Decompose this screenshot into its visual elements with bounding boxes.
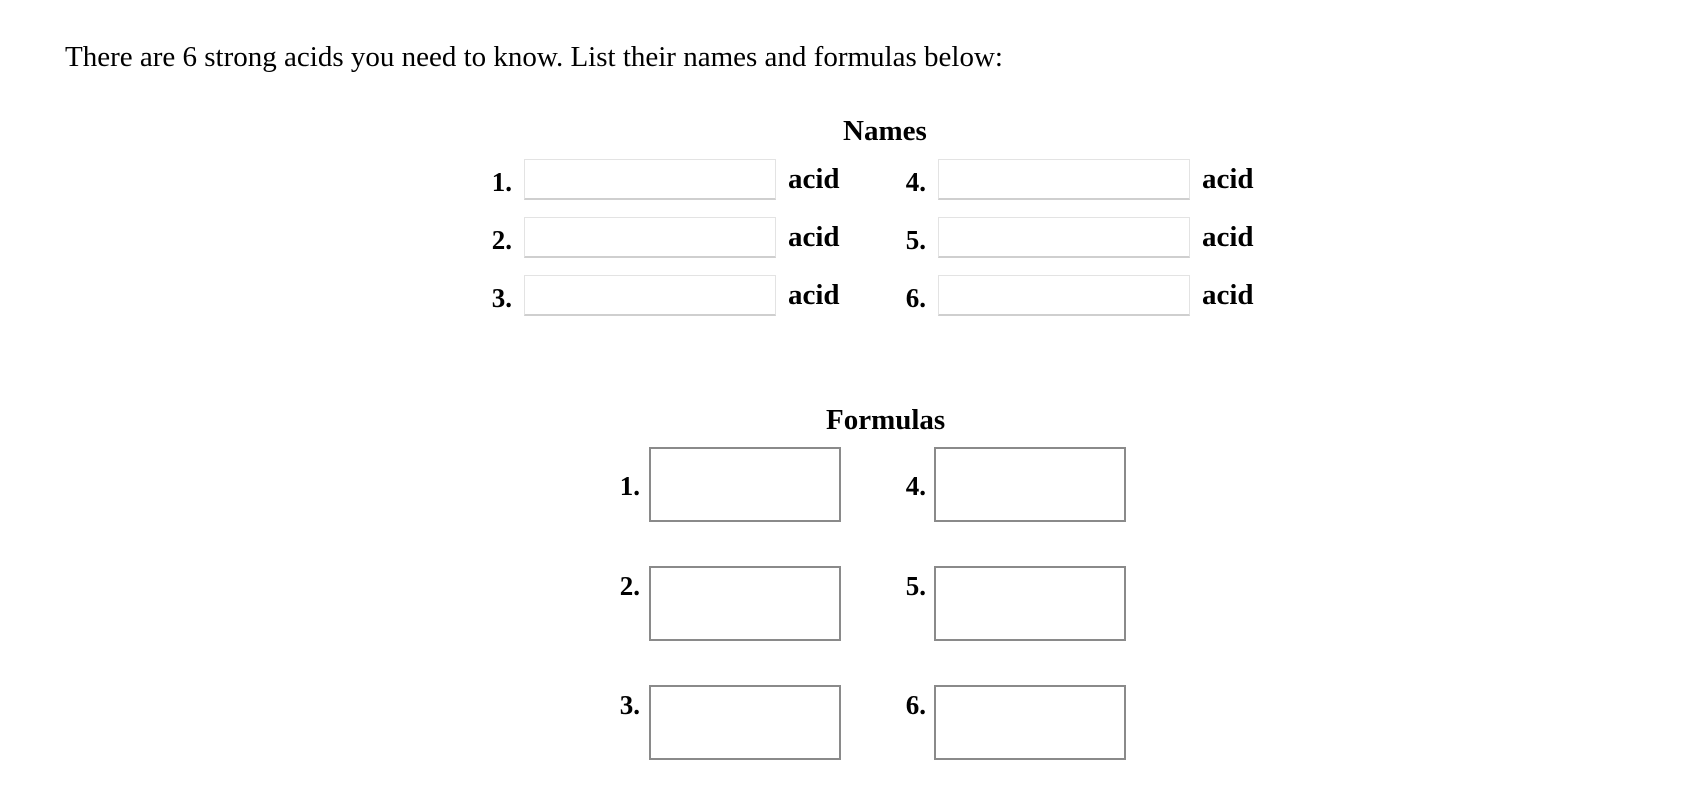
formula-input-2[interactable] [649, 566, 841, 641]
name-suffix-2: acid [788, 221, 840, 253]
name-number-2: 2. [491, 225, 512, 255]
formula-number-6: 6. [905, 690, 926, 720]
formula-number-3: 3. [619, 690, 640, 720]
formula-input-4[interactable] [934, 447, 1126, 522]
formula-number-4: 4. [905, 471, 926, 501]
name-suffix-6: acid [1202, 279, 1254, 311]
name-input-5[interactable] [938, 217, 1190, 258]
name-suffix-5: acid [1202, 221, 1254, 253]
name-suffix-1: acid [788, 163, 840, 195]
formula-input-5[interactable] [934, 566, 1126, 641]
formula-number-5: 5. [905, 571, 926, 601]
instructions-text: There are 6 strong acids you need to know. List their names and formulas below: [65, 41, 1003, 73]
name-number-5: 5. [905, 225, 926, 255]
formula-input-1[interactable] [649, 447, 841, 522]
name-suffix-4: acid [1202, 163, 1254, 195]
names-heading: Names [843, 115, 927, 147]
formula-number-1: 1. [619, 471, 640, 501]
name-number-1: 1. [491, 167, 512, 197]
name-suffix-3: acid [788, 279, 840, 311]
formulas-heading: Formulas [826, 404, 946, 436]
formula-input-3[interactable] [649, 685, 841, 760]
formula-number-2: 2. [619, 571, 640, 601]
name-number-6: 6. [905, 283, 926, 313]
name-input-3[interactable] [524, 275, 776, 316]
name-input-6[interactable] [938, 275, 1190, 316]
name-input-2[interactable] [524, 217, 776, 258]
formula-input-6[interactable] [934, 685, 1126, 760]
name-number-4: 4. [905, 167, 926, 197]
name-input-1[interactable] [524, 159, 776, 200]
name-input-4[interactable] [938, 159, 1190, 200]
name-number-3: 3. [491, 283, 512, 313]
